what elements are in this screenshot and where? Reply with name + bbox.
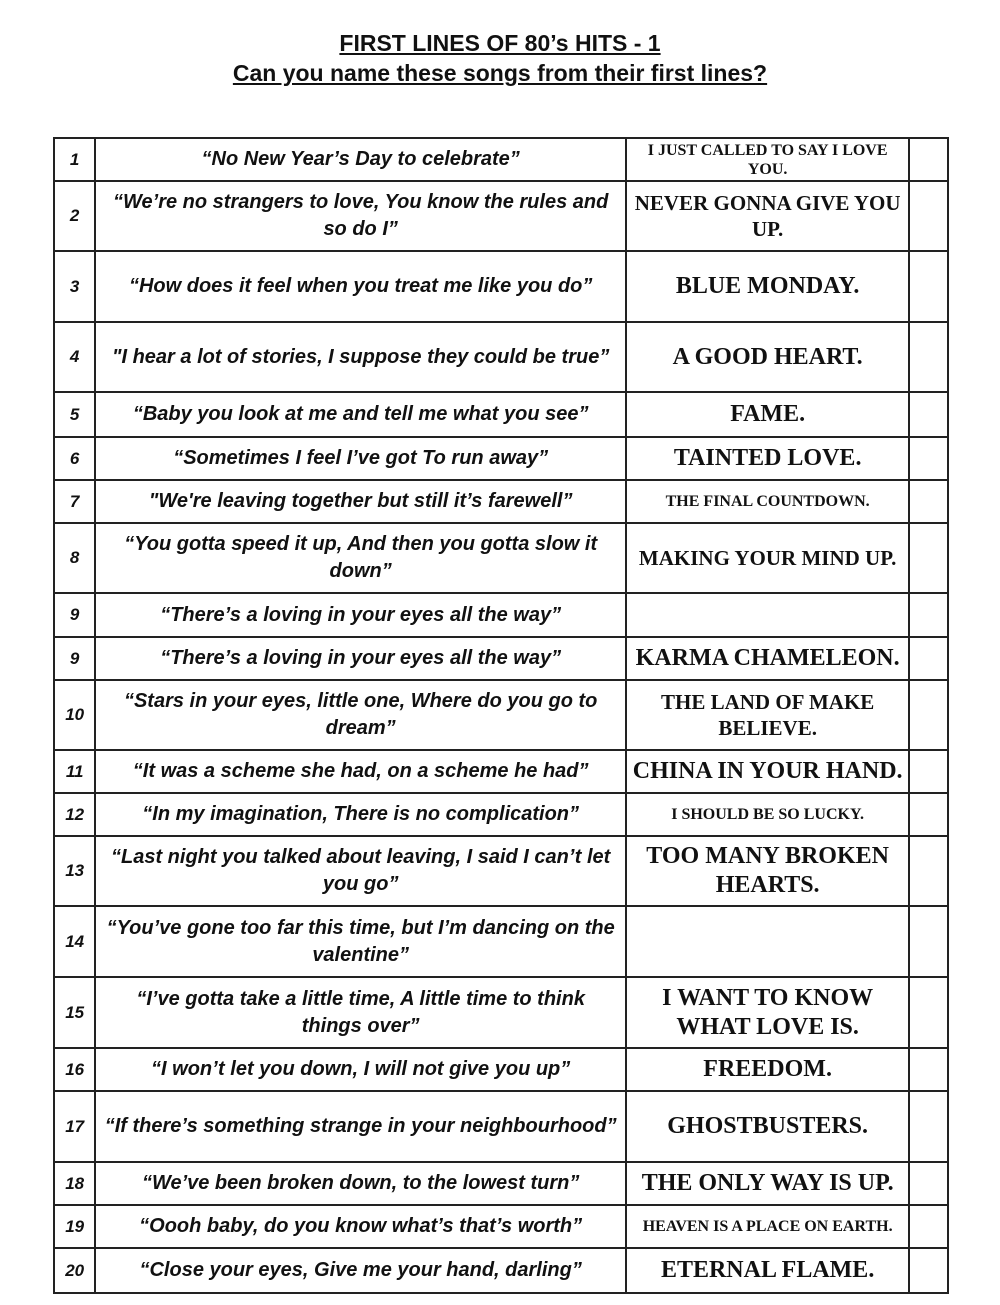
page-subtitle: Can you name these songs from their first lines? [232, 60, 768, 86]
answer-cell: A GOOD HEART. [626, 322, 909, 392]
table-row [54, 322, 948, 392]
question-number: 8 [54, 523, 95, 593]
score-cell [909, 1205, 948, 1248]
score-cell [909, 1162, 948, 1205]
score-cell [909, 437, 948, 480]
table-row [54, 138, 948, 181]
score-cell [909, 977, 948, 1048]
score-cell [909, 906, 948, 977]
answer-cell: KARMA CHAMELEON. [626, 637, 909, 680]
score-cell [909, 392, 948, 437]
lyric-cell: “I’ve gotta take a little time, A little time to think things over” [95, 977, 626, 1048]
lyric-cell: “Close your eyes, Give me your hand, darling” [95, 1248, 626, 1293]
question-number: 1 [54, 138, 95, 181]
answer-cell: FREEDOM. [626, 1048, 909, 1091]
answer-cell: I WANT TO KNOW WHAT LOVE IS. [626, 977, 909, 1048]
table-row [54, 637, 948, 680]
question-number: 16 [54, 1048, 95, 1091]
score-cell [909, 680, 948, 750]
score-cell [909, 1048, 948, 1091]
answer-cell: THE ONLY WAY IS UP. [626, 1162, 909, 1205]
lyric-cell: “No New Year’s Day to celebrate” [95, 138, 626, 181]
table-row [54, 593, 948, 637]
score-cell [909, 1248, 948, 1293]
lyric-cell: “You gotta speed it up, And then you gotta slow it down” [95, 523, 626, 593]
table-row [54, 906, 948, 977]
question-number: 15 [54, 977, 95, 1048]
lyric-cell: “We’re no strangers to love, You know the rules and so do I” [95, 181, 626, 251]
question-number: 4 [54, 322, 95, 392]
question-number: 9 [54, 637, 95, 680]
lyric-cell: "I hear a lot of stories, I suppose they could be true” [95, 322, 626, 392]
question-number: 14 [54, 906, 95, 977]
lyric-cell: “In my imagination, There is no complication” [95, 793, 626, 836]
answer-cell: CHINA IN YOUR HAND. [626, 750, 909, 793]
table-row [54, 750, 948, 793]
question-number: 19 [54, 1205, 95, 1248]
question-number: 5 [54, 392, 95, 437]
table-row [54, 793, 948, 836]
table-row [54, 480, 948, 523]
score-cell [909, 793, 948, 836]
table-row [54, 1205, 948, 1248]
answer-cell: BLUE MONDAY. [626, 251, 909, 322]
table-row [54, 1162, 948, 1205]
question-number: 17 [54, 1091, 95, 1162]
lyric-cell: “There’s a loving in your eyes all the way” [95, 637, 626, 680]
table-row [54, 392, 948, 437]
lyric-cell: “Stars in your eyes, little one, Where do you go to dream” [95, 680, 626, 750]
question-number: 20 [54, 1248, 95, 1293]
lyric-cell: “If there’s something strange in your neighbourhood” [95, 1091, 626, 1162]
score-cell [909, 1091, 948, 1162]
score-cell [909, 750, 948, 793]
question-number: 6 [54, 437, 95, 480]
table-row [54, 1248, 948, 1293]
lyric-cell: “Baby you look at me and tell me what you see” [95, 392, 626, 437]
answer-cell: GHOSTBUSTERS. [626, 1091, 909, 1162]
answer-cell: I JUST CALLED TO SAY I LOVE YOU. [626, 138, 909, 181]
table-row [54, 523, 948, 593]
question-number: 3 [54, 251, 95, 322]
table-row [54, 680, 948, 750]
table-row [54, 836, 948, 906]
answer-cell: TAINTED LOVE. [626, 437, 909, 480]
answer-cell: THE LAND OF MAKE BELIEVE. [626, 680, 909, 750]
answer-cell: FAME. [626, 392, 909, 437]
question-number: 2 [54, 181, 95, 251]
question-number: 13 [54, 836, 95, 906]
table-row [54, 251, 948, 322]
quiz-table [53, 137, 949, 1294]
question-number: 9 [54, 593, 95, 637]
lyric-cell: "We're leaving together but still it’s farewell” [95, 480, 626, 523]
table-row [54, 1048, 948, 1091]
score-cell [909, 181, 948, 251]
question-number: 12 [54, 793, 95, 836]
question-number: 7 [54, 480, 95, 523]
lyric-cell: “It was a scheme she had, on a scheme he had” [95, 750, 626, 793]
score-cell [909, 322, 948, 392]
question-number: 11 [54, 750, 95, 793]
score-cell [909, 251, 948, 322]
answer-cell: TOO MANY BROKEN HEARTS. [626, 836, 909, 906]
answer-cell: THE FINAL COUNTDOWN. [626, 480, 909, 523]
lyric-cell: “I won’t let you down, I will not give you up” [95, 1048, 626, 1091]
lyric-cell: “There’s a loving in your eyes all the way” [95, 593, 626, 637]
answer-cell: HEAVEN IS A PLACE ON EARTH. [626, 1205, 909, 1248]
question-number: 18 [54, 1162, 95, 1205]
lyric-cell: “Oooh baby, do you know what’s that’s worth” [95, 1205, 626, 1248]
answer-cell: MAKING YOUR MIND UP. [626, 523, 909, 593]
table-row [54, 1091, 948, 1162]
table-row [54, 977, 948, 1048]
lyric-cell: “We’ve been broken down, to the lowest turn” [95, 1162, 626, 1205]
score-cell [909, 480, 948, 523]
table-row [54, 181, 948, 251]
answer-cell: ETERNAL FLAME. [626, 1248, 909, 1293]
answer-cell [626, 593, 909, 637]
lyric-cell: “Sometimes I feel I’ve got To run away” [95, 437, 626, 480]
table-row [54, 437, 948, 480]
score-cell [909, 138, 948, 181]
score-cell [909, 637, 948, 680]
score-cell [909, 523, 948, 593]
lyric-cell: “How does it feel when you treat me like you do” [95, 251, 626, 322]
score-cell [909, 836, 948, 906]
page-title: FIRST LINES OF 80’s HITS - 1 [339, 30, 661, 56]
answer-cell [626, 906, 909, 977]
question-number: 10 [54, 680, 95, 750]
lyric-cell: “You’ve gone too far this time, but I’m dancing on the valentine” [95, 906, 626, 977]
score-cell [909, 593, 948, 637]
lyric-cell: “Last night you talked about leaving, I said I can’t let you go” [95, 836, 626, 906]
answer-cell: NEVER GONNA GIVE YOU UP. [626, 181, 909, 251]
answer-cell: I SHOULD BE SO LUCKY. [626, 793, 909, 836]
